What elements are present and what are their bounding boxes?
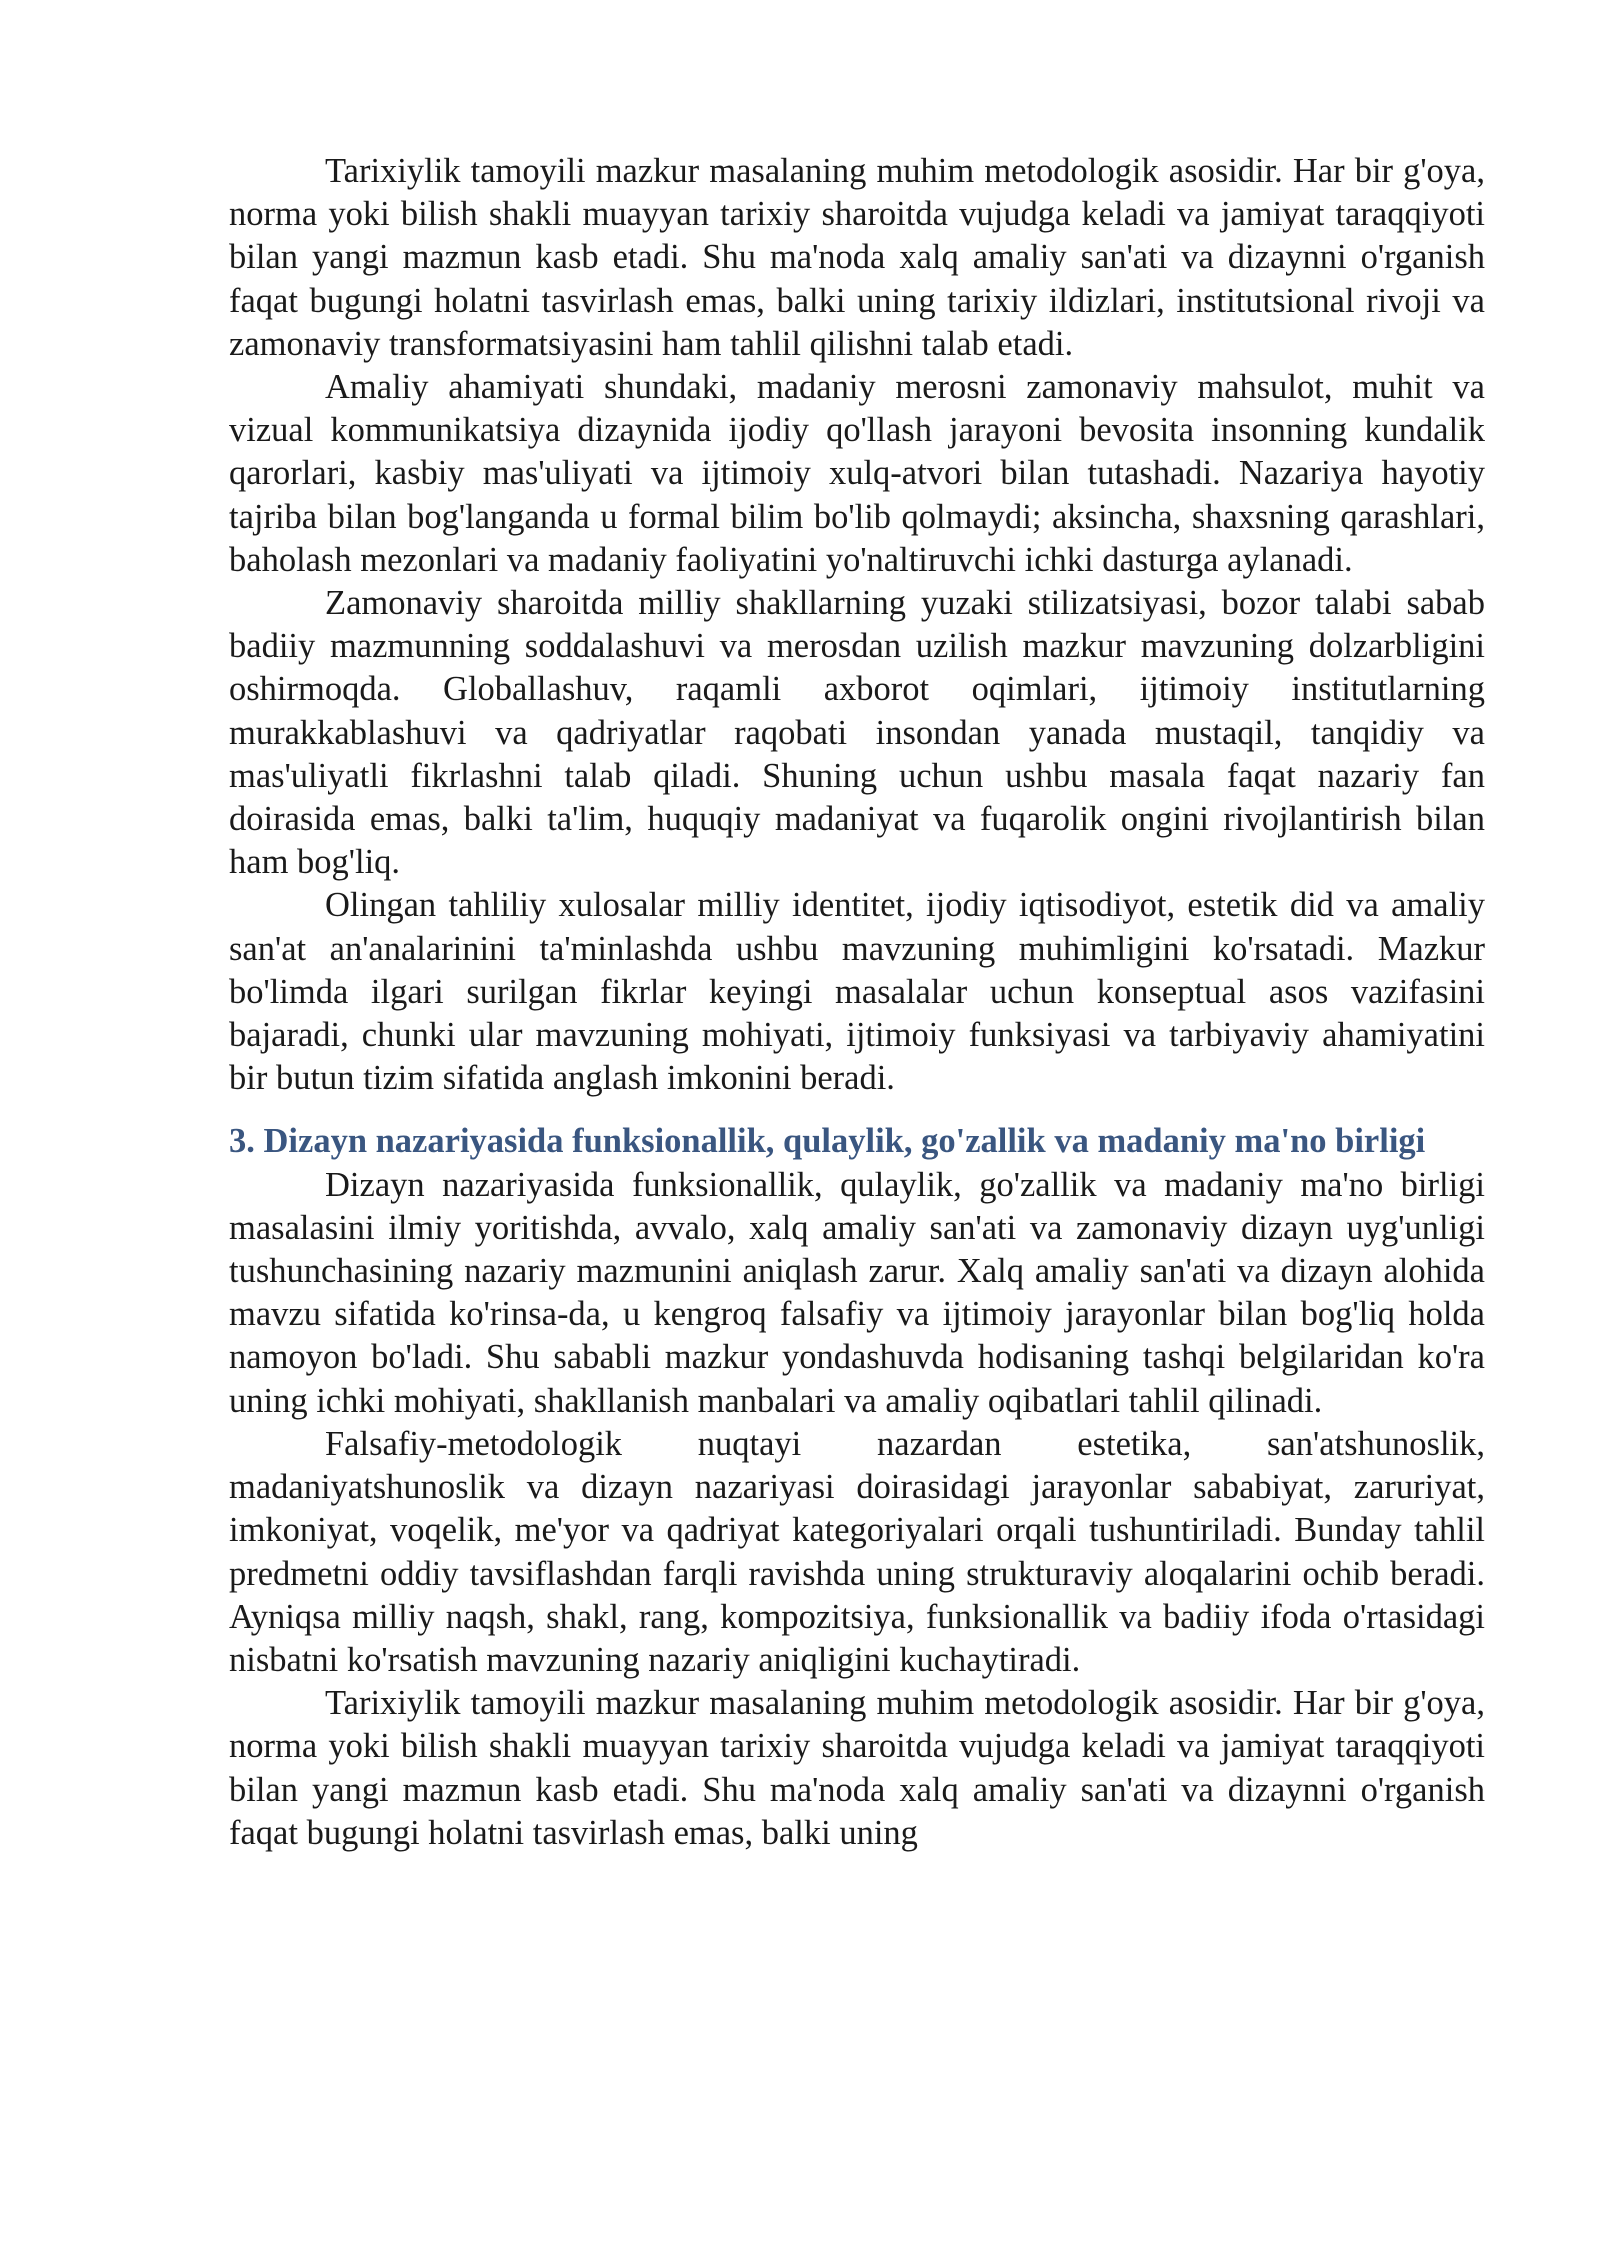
body-paragraph: Dizayn nazariyasida funksionallik, qulaylik, go'zallik va madaniy ma'no birligi masalasini ilmiy yoritishda, avvalo, xalq amaliy san'ati va zamonaviy dizayn uyg'unligi tushunchasining nazariy mazmunini aniqlash zarur. Xalq amaliy san'ati va dizayn alohida mavzu sifatida ko'rinsa-da, u kengroq falsafiy va ijtimoiy jarayonlar bilan bog'liq holda namoyon bo'ladi. Shu sababli mazkur yondashuvda hodisaning tashqi belgilaridan ko'ra uning ichki mohiyati, shakllanish manbalari va amaliy oqibatlari tahlil qilinadi. bbox=[229, 1165, 1485, 1420]
body-paragraph-truncated: Tarixiylik tamoyili mazkur masalaning muhim metodologik asosidir. Har bir g'oya, norma yoki bilish shakli muayyan tarixiy sharoitda vujudga keladi va jamiyat taraqqiyoti bilan yangi mazmun kasb etadi. Shu ma'noda xalq amaliy san'ati va dizaynni o'rganish faqat bugungi holatni tasvirlash emas, balki uning bbox=[229, 1684, 1485, 1852]
body-paragraph: Zamonaviy sharoitda milliy shakllarning yuzaki stilizatsiyasi, bozor talabi sabab badiiy mazmunning soddalashuvi va merosdan uzilish mazkur mavzuning dolzarbligini oshirmoqda. Globallashuv, raqamli axborot oqimlari, ijtimoiy institutlarning murakkablashuvi va qadriyatlar raqobati insondan yanada mustaqil, tanqidiy va mas'uliyatli fikrlashni talab qiladi. Shuning uchun ushbu masala faqat nazariy fan doirasida emas, balki ta'lim, huquqiy madaniyat va fuqarolik ongini rivojlantirish bilan ham bog'liq. bbox=[229, 584, 1485, 882]
document-page bbox=[229, 150, 1485, 1855]
section-heading: 3. Dizayn nazariyasida funksionallik, qulaylik, go'zallik va madaniy ma'no birligi bbox=[229, 1122, 1426, 1161]
body-paragraph: Amaliy ahamiyati shundaki, madaniy merosni zamonaviy mahsulot, muhit va vizual kommunikatsiya dizaynida ijodiy qo'llash jarayoni bevosita insonning kundalik qarorlari, kasbiy mas'uliyati va ijtimoiy xulq-atvori bilan tutashadi. Nazariya hayotiy tajriba bilan bog'langanda u formal bilim bo'lib qolmaydi; aksincha, shaxsning qarashlari, baholash mezonlari va madaniy faoliyatini yo'naltiruvchi ichki dasturga aylanadi. bbox=[229, 368, 1485, 579]
body-paragraph: Olingan tahliliy xulosalar milliy identitet, ijodiy iqtisodiyot, estetik did va amaliy san'at an'analarinini ta'minlashda ushbu mavzuning muhimligini ko'rsatadi. Mazkur bo'limda ilgari surilgan fikrlar keyingi masalalar uchun konseptual asos vazifasini bajaradi, chunki ular mavzuning mohiyati, ijtimoiy funksiyasi va tarbiyaviy ahamiyatini bir butun tizim sifatida anglash imkonini beradi. bbox=[229, 886, 1485, 1098]
body-paragraph: Falsafiy-metodologik nuqtayi nazardan estetika, san'atshunoslik, madaniyatshunoslik va dizayn nazariyasi doirasidagi jarayonlar sababiyat, zaruriyat, imkoniyat, voqelik, me'yor va qadriyat kategoriyalari orqali tushuntiriladi. Bunday tahlil predmetni oddiy tavsiflashdan farqli ravishda uning strukturaviy aloqalarini ochib beradi. Ayniqsa milliy naqsh, shakl, rang, kompozitsiya, funksionallik va badiiy ifoda o'rtasidagi nisbatni ko'rsatish mavzuning nazariy aniqligini kuchaytiradi. bbox=[229, 1424, 1485, 1679]
body-paragraph: Tarixiylik tamoyili mazkur masalaning muhim metodologik asosidir. Har bir g'oya, norma yoki bilish shakli muayyan tarixiy sharoitda vujudga keladi va jamiyat taraqqiyoti bilan yangi mazmun kasb etadi. Shu ma'noda xalq amaliy san'ati va dizaynni o'rganish faqat bugungi holatni tasvirlash emas, balki uning tarixiy ildizlari, institutsional rivoji va zamonaviy transformatsiyasini ham tahlil qilishni talab etadi. bbox=[229, 152, 1485, 363]
